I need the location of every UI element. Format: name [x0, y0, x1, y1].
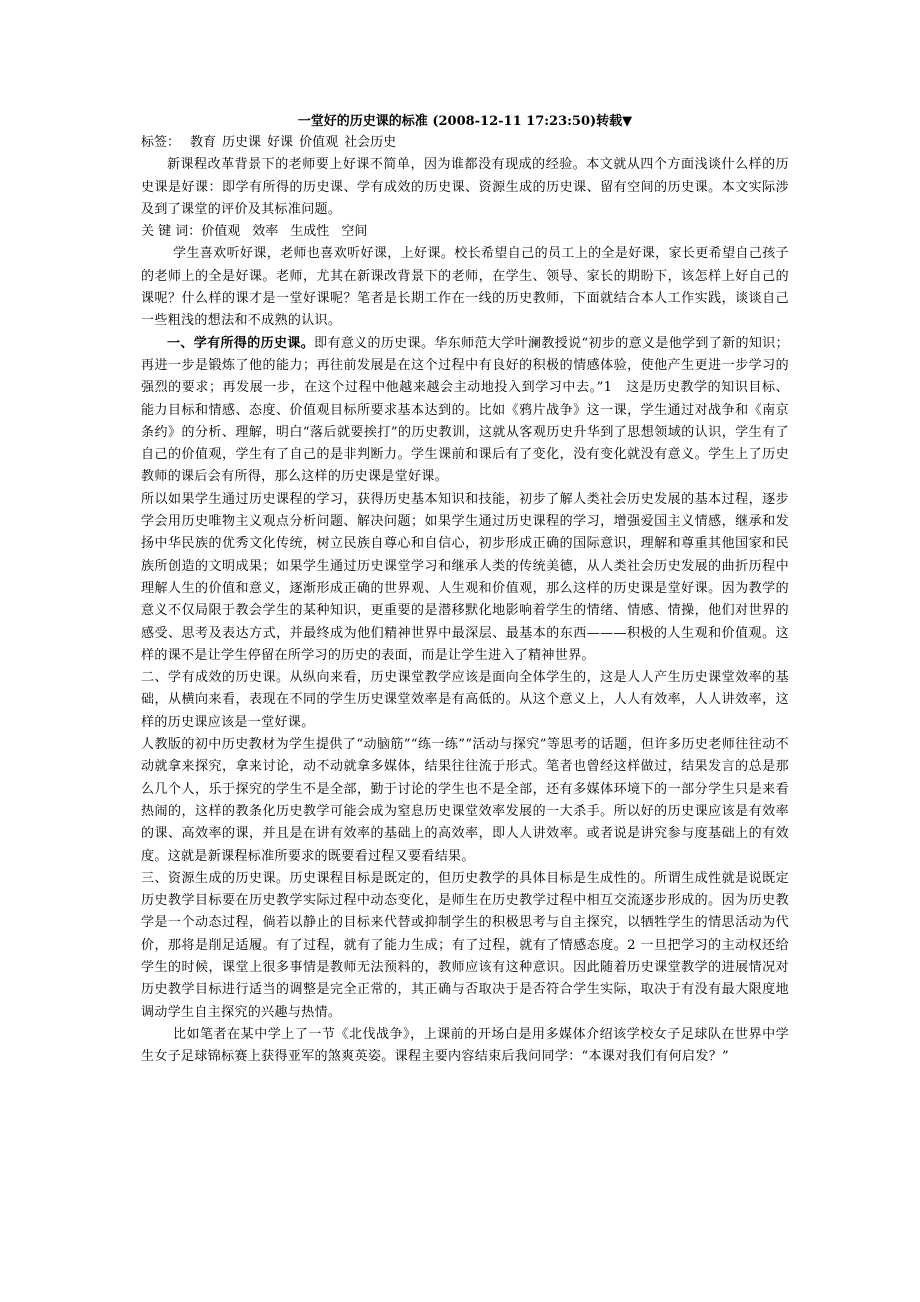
tags-label: 标签：: [141, 135, 181, 150]
section2-paragraph-2: 人教版的初中历史教材为学生提供了“动脑筋”“练一练”“活动与探究”等思考的话题，但许多历史老师往往动不动就拿来探究，拿来讨论，动不动就拿多媒体，结果往往流于形式。笔者也曾经这样做过，结果发言的总是那么几个人，乐于探究的学生不是全部，勤于讨论的学生也不是全部，还有多媒体环境下的一部分学生只是来看热闹的，这样的教条化历史教学可能会成为窒息历史课堂效率发展的一大杀手。所以好的历史课应该是有效率的课、高效率的课，并且是在讲有效率的基础上的高效率，即人人讲效率。或者说是讲究参与度基础上的有效度。这就是新课程标准所要求的既要看过程又要看结果。: [141, 737, 789, 864]
section1-paragraph: [141, 333, 789, 489]
abstract-paragraph: 新课程改革背景下的老师要上好课不简单，因为谁都没有现成的经验。本文就从四个方面浅谈什么样的历史课是好课：即学有所得的历史课、学有成效的历史课、资源生成的历史课、留有空间的历史课。本文实际涉及到了课堂的评价及其标准问题。: [141, 157, 789, 217]
tag-link[interactable]: 价值观: [299, 135, 339, 150]
keyword: 生成性: [290, 224, 330, 240]
section1-heading: 一、学有所得的历史课。: [167, 335, 315, 351]
section1-body: 即有意义的历史课。华东师范大学叶澜教授说“初步的意义是他学到了新的知识；再进一步是锻炼了他的能力；再往前发展是在这个过程中有良好的积极的情感体验，使他产生更进一步学习的强烈的要求；再发展一步，在这个过程中他越来越会主动地投入到学习中去。”1 这是历史教学的知识目标、能力目标和情感、态度、价值观目标所要求基本达到的。比如《鸦片战争》这一课，学生通过对战争和《南京条约》的分析、理解，明白“落后就要挨打”的历史教训，这就从客观历史升华到了思想领域的认识，学生有了自己的价值观，学生有了自己的是非判断力。学生课前和课后有了变化，没有变化就没有意义。学生上了历史教师的课后会有所得，那么这样的历史课是堂好课。: [141, 335, 790, 485]
section2-paragraph: [141, 667, 789, 734]
tag-link[interactable]: 好课: [267, 135, 294, 150]
tags-line: [141, 132, 789, 154]
document-page: [141, 112, 789, 1068]
tag-link[interactable]: 社会历史: [344, 135, 397, 150]
keywords-label: 关 键 词：: [141, 224, 202, 240]
article-title: 一堂好的历史课的标准 (2008-12-11 17:23:50)转载▼: [297, 114, 633, 129]
keywords-line: [141, 221, 789, 243]
section3-paragraph-2: 比如笔者在某中学上了一节《北伐战争》，上课前的开场白是用多媒体介绍该学校女子足球队在世界中学生女子足球锦标赛上获得亚军的煞爽英姿。课程主要内容结束后我问同学：“本课对我们有何启发？”: [141, 1026, 789, 1065]
section3-heading: 三、资源生成的历史课。: [141, 870, 290, 886]
section3-paragraph: [141, 868, 789, 1024]
tag-link[interactable]: 历史课: [222, 135, 262, 150]
keyword: 价值观: [201, 224, 241, 240]
section1-paragraph-2: 所以如果学生通过历史课程的学习，获得历史基本知识和技能，初步了解人类社会历史发展的基本过程，逐步学会用历史唯物主义观点分析问题、解决问题；如果学生通过历史课程的学习，增强爱国主义情感，继承和发扬中华民族的优秀文化传统，树立民族自尊心和自信心，初步形成正确的国际意识，理解和尊重其他国家和民族所创造的文明成果；如果学生通过历史课堂学习和继承人类的传统美德，从人类社会历史发展的曲折历程中理解人生的价值和意义，逐渐形成正确的世界观、人生观和价值观，那么这样的历史课是堂好课。因为教学的意义不仅局限于教会学生的某种知识，更重要的是潜移默化地影响着学生的情绪、情感、情操，他们对世界的感受、思考及表达方式，并最终成为他们精神世界中最深层、最基本的东西———积极的人生观和价值观。这样的课不是让学生停留在所学习的历史的表面，而是让学生进入了精神世界。: [141, 491, 789, 663]
section3-body: 历史课程目标是既定的，但历史教学的具体目标是生成性的。所谓生成性就是说既定历史教学目标要在历史教学实际过程中动态变化，是师生在历史教学过程中相互交流逐步形成的。因为历史教学是一个动态过程，倘若以静止的目标来代替或抑制学生的积极思考与自主探究，以牺牲学生的情思活动为代价，那将是削足适履。有了过程，就有了能力生成；有了过程，就有了情感态度。2 一旦把学习的主动权还给学生的时候，课堂上很多事情是教师无法预料的，教师应该有这种意识。因此随着历史课堂教学的进展情况对历史教学目标进行适当的调整是完全正常的，其正确与否取决于是否符合学生实际，取决于有没有最大限度地调动学生自主探究的兴趣与热情。: [141, 870, 790, 1020]
keyword: 效率: [252, 224, 279, 240]
section2-heading: 二、学有成效的历史课。: [141, 670, 290, 686]
section2-body: 从纵向来看，历史课堂教学应该是面向全体学生的，这是人人产生历史课堂效率的基础，从横向来看，表现在不同的学生历史课堂效率是有高低的。从这个意义上，人人有效率，人人讲效率，这样的历史课应该是一堂好课。: [141, 670, 790, 730]
keyword: 空间: [341, 224, 368, 240]
tag-link[interactable]: 教育: [190, 135, 217, 150]
intro-paragraph: 学生喜欢听好课，老师也喜欢听好课，上好课。校长希望自己的员工上的全是好课，家长更希望自己孩子的老师上的全是好课。老师，尤其在新课改背景下的老师，在学生、领导、家长的期盼下，该怎样上好自己的课呢？什么样的课才是一堂好课呢？笔者是长期工作在一线的历史教师，下面就结合本人工作实践，谈谈自己一些粗浅的想法和不成熟的认识。: [141, 246, 789, 329]
